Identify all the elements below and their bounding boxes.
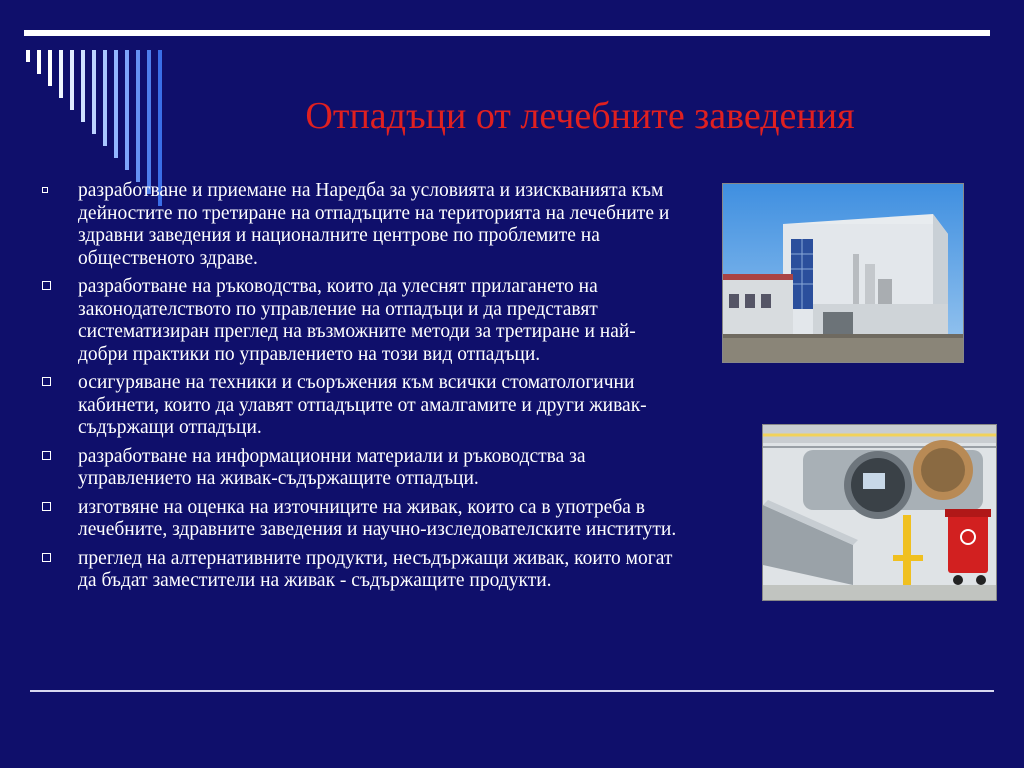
equipment-photo [762, 424, 997, 601]
bullet-item [40, 180, 680, 270]
bullet-list [40, 180, 680, 599]
bullet-item [40, 446, 680, 491]
square-bullet-icon [42, 281, 51, 290]
stripe [103, 50, 107, 146]
bullet-text: изготвяне на оценка на източниците на живак, които са в употреба в лечебните, здравните заведения и научно-изследователските институти. [78, 496, 677, 540]
square-bullet-icon [42, 553, 51, 562]
bullet-text: разработване на ръководства, които да улеснят прилагането на законодателството по управление на отпадъци и да представят систематизиран преглед на възможните методи за третиране и най-добри практики по управлението на този вид отпадъци. [78, 276, 636, 365]
stripe [136, 50, 140, 182]
square-bullet-icon [42, 451, 51, 460]
square-bullet-icon [42, 187, 48, 193]
square-bullet-icon [42, 502, 51, 511]
building-photo [722, 183, 964, 363]
bullet-item [40, 276, 680, 366]
bullet-text: осигуряване на техники и съоръжения към всички стоматологични кабинети, които да улавят отпадъците от амалгамите и други живак-съдържащи отпадъци. [78, 372, 647, 438]
bullet-item [40, 372, 680, 440]
bottom-divider-line [30, 690, 994, 692]
stripe [114, 50, 118, 158]
square-bullet-icon [42, 377, 51, 386]
stripe [81, 50, 85, 122]
bullet-item [40, 497, 680, 542]
stripe [59, 50, 63, 98]
bullet-text: разработване и приемане на Наредба за условията и изискванията към дейностите по третиране на отпадъците на територията на лечебните и здравни заведения и националните центрове по проблемите на общественото здраве. [78, 180, 670, 269]
stripe [125, 50, 129, 170]
bullet-text: разработване на информационни материали и ръководства за управлението на живак-съдържащите отпадъци. [78, 445, 586, 489]
stripe [37, 50, 41, 74]
bullet-text: преглед на алтернативните продукти, несъдържащи живак, които могат да бъдат заместители на живак - съдържащите продукти. [78, 547, 673, 591]
stripe [48, 50, 52, 86]
stripe [70, 50, 74, 110]
stripe [92, 50, 96, 134]
bullet-item [40, 548, 680, 593]
slide-title: Отпадъци от лечебните заведения [305, 95, 855, 137]
stripe [26, 50, 30, 62]
stripe [147, 50, 151, 194]
